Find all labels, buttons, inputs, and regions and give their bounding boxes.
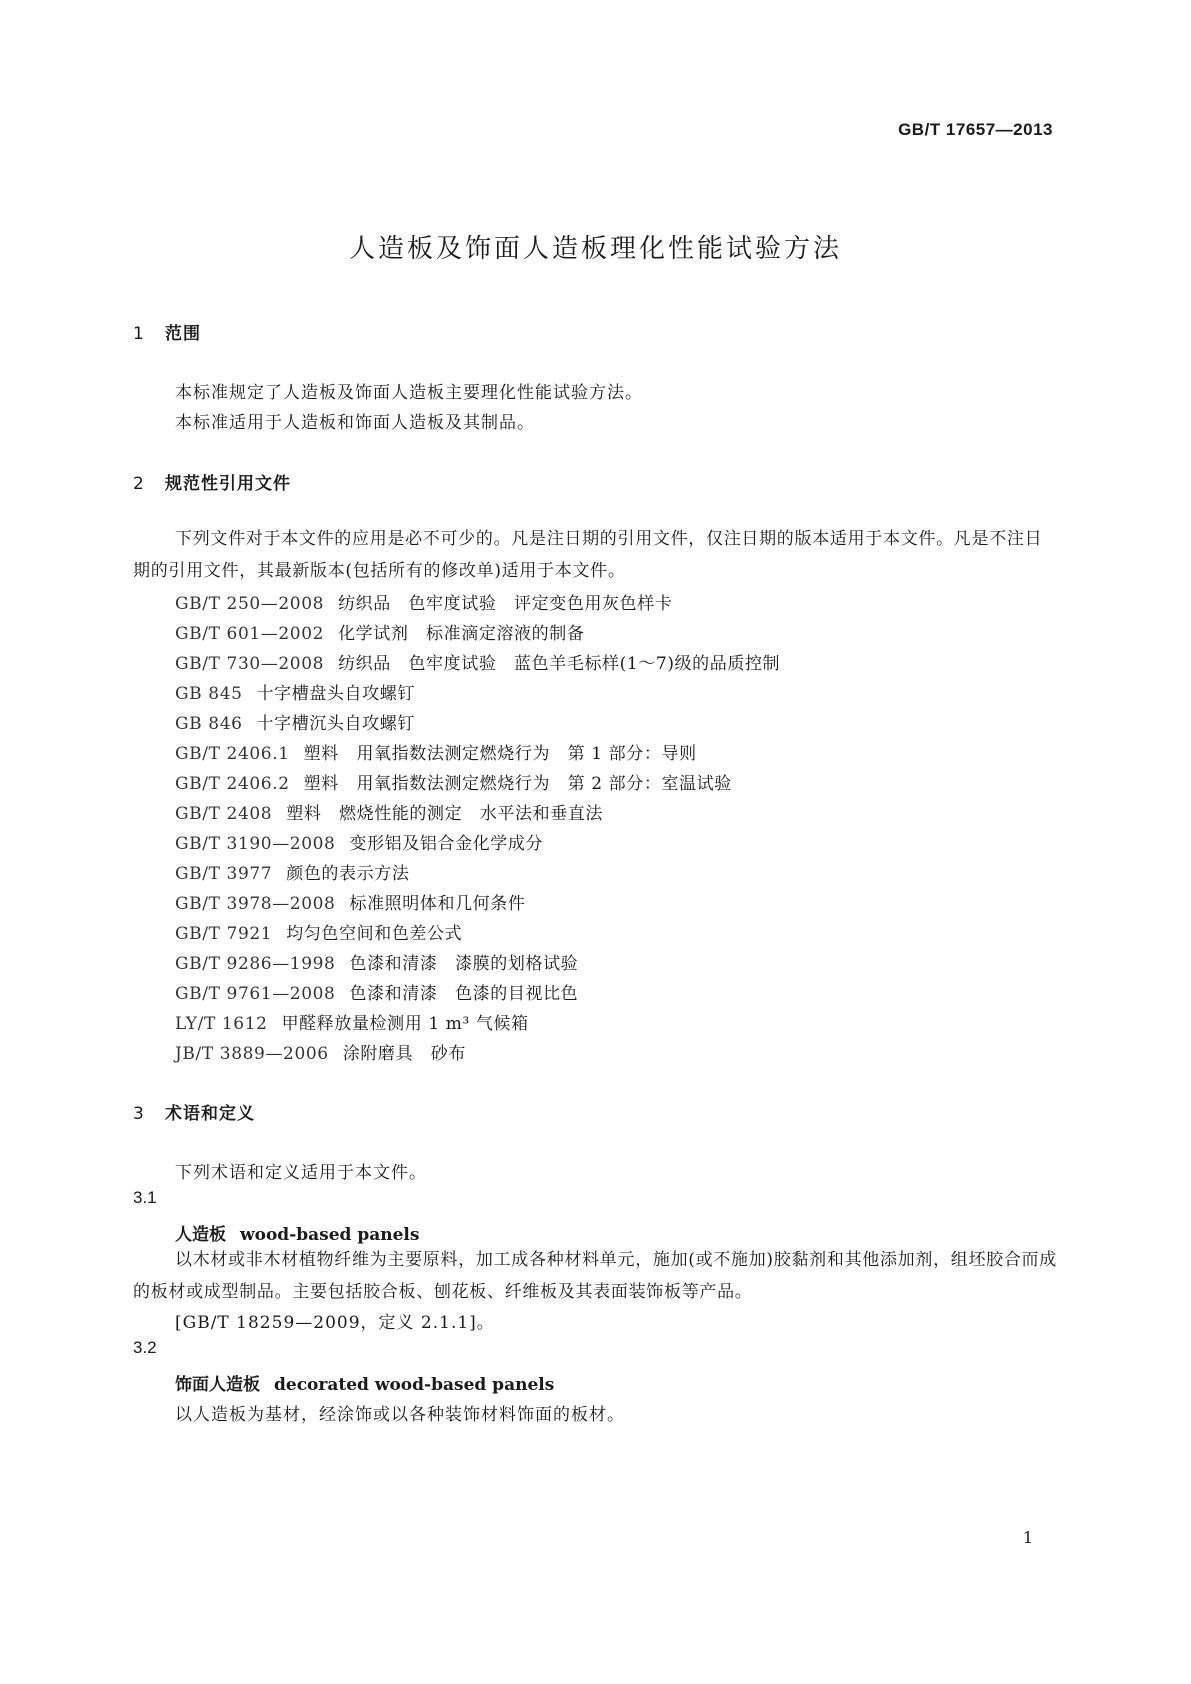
term-en: wood-based panels [240, 1225, 420, 1245]
section-title: 范围 [165, 324, 201, 344]
reference-item [175, 889, 525, 914]
reference-title: 化学试剂 标准滴定溶液的制备 [338, 624, 585, 644]
reference-title: 甲醛释放量检测用 1 m³ 气候箱 [281, 1014, 529, 1034]
term-heading [175, 1370, 554, 1395]
section-3-heading [133, 1099, 255, 1124]
paragraph: 下列文件对于本文件的应用是必不可少的。凡是注日期的引用文件，仅注日期的版本适用于本文件。凡是不注日期的引用文件，其最新版本(包括所有的修改单)适用于本文件。 [133, 529, 1043, 581]
reference-code: LY/T 1612 [175, 1014, 268, 1034]
paragraph: 本标准适用于人造板和饰面人造板及其制品。 [175, 413, 535, 433]
reference-title: 标准照明体和几何条件 [349, 894, 526, 914]
term-number: 3.2 [133, 1338, 157, 1357]
reference-item [175, 709, 415, 734]
reference-code: GB/T 2406.2 [175, 774, 290, 794]
reference-code: JB/T 3889—2006 [175, 1044, 329, 1064]
reference-code: GB/T 3190—2008 [175, 834, 336, 854]
reference-code: GB/T 9286—1998 [175, 954, 336, 974]
reference-title: 纺织品 色牢度试验 评定变色用灰色样卡 [338, 594, 673, 614]
reference-title: 颜色的表示方法 [286, 864, 410, 884]
term-definition: 以木材或非木材植物纤维为主要原料，加工成各种材料单元，施加(或不施加)胶黏剂和其他添加剂，组坯胶合而成的板材或成型制品。主要包括胶合板、刨花板、纤维板及其表面装饰板等产品。 [133, 1250, 1057, 1302]
term-source: [GB/T 18259—2009，定义 2.1.1]。 [175, 1313, 495, 1333]
reference-item [175, 649, 780, 674]
term-definition: 以人造板为基材，经涂饰或以各种装饰材料饰面的板材。 [175, 1405, 625, 1425]
reference-code: GB/T 250—2008 [175, 594, 325, 614]
term-number: 3.1 [133, 1188, 157, 1207]
paragraph: 本标准规定了人造板及饰面人造板主要理化性能试验方法。 [175, 383, 643, 403]
reference-item [175, 1039, 466, 1064]
term-zh: 饰面人造板 [175, 1375, 260, 1395]
section-2-heading [133, 469, 291, 494]
reference-title: 色漆和清漆 色漆的目视比色 [349, 984, 579, 1004]
reference-title: 十字槽沉头自攻螺钉 [256, 714, 415, 734]
reference-item [175, 949, 578, 974]
reference-code: GB/T 730—2008 [175, 654, 325, 674]
reference-item [175, 919, 462, 944]
reference-title: 变形铝及铝合金化学成分 [349, 834, 544, 854]
reference-title: 塑料 用氧指数法测定燃烧行为 第 1 部分：导则 [303, 744, 697, 764]
reference-code: GB/T 2406.1 [175, 744, 290, 764]
reference-item [175, 859, 409, 884]
reference-title: 塑料 用氧指数法测定燃烧行为 第 2 部分：室温试验 [303, 774, 732, 794]
term-en: decorated wood-based panels [274, 1375, 555, 1395]
reference-item [175, 799, 603, 824]
reference-item [175, 979, 578, 1004]
document-title: 人造板及饰面人造板理化性能试验方法 [348, 234, 842, 264]
reference-item [175, 589, 672, 614]
reference-code: GB/T 9761—2008 [175, 984, 336, 1004]
page-number: 1 [1022, 1528, 1033, 1547]
section-number: 1 [133, 324, 144, 344]
reference-code: GB/T 2408 [175, 804, 273, 824]
reference-code: GB/T 601—2002 [175, 624, 325, 644]
reference-code: GB 846 [175, 714, 243, 734]
term-zh: 人造板 [175, 1225, 226, 1245]
reference-title: 纺织品 色牢度试验 蓝色羊毛标样(1～7)级的品质控制 [338, 654, 781, 674]
reference-item [175, 829, 543, 854]
reference-title: 涂附磨具 砂布 [342, 1044, 466, 1064]
reference-title: 十字槽盘头自攻螺钉 [256, 684, 415, 704]
section-title: 术语和定义 [165, 1104, 255, 1124]
reference-code: GB 845 [175, 684, 243, 704]
reference-title: 色漆和清漆 漆膜的划格试验 [349, 954, 579, 974]
reference-item [175, 769, 732, 794]
section-number: 3 [133, 1104, 144, 1124]
section-title: 规范性引用文件 [165, 474, 291, 494]
paragraph: 下列术语和定义适用于本文件。 [175, 1163, 427, 1183]
standard-code: GB/T 17657—2013 [898, 120, 1053, 139]
reference-item [175, 619, 584, 644]
reference-title: 塑料 燃烧性能的测定 水平法和垂直法 [286, 804, 604, 824]
section-1-heading [133, 319, 201, 344]
reference-item [175, 739, 697, 764]
reference-title: 均匀色空间和色差公式 [286, 924, 463, 944]
section-number: 2 [133, 474, 144, 494]
reference-code: GB/T 3977 [175, 864, 273, 884]
reference-item [175, 1009, 529, 1034]
reference-code: GB/T 7921 [175, 924, 273, 944]
reference-item [175, 679, 415, 704]
reference-code: GB/T 3978—2008 [175, 894, 336, 914]
term-heading [175, 1220, 419, 1245]
